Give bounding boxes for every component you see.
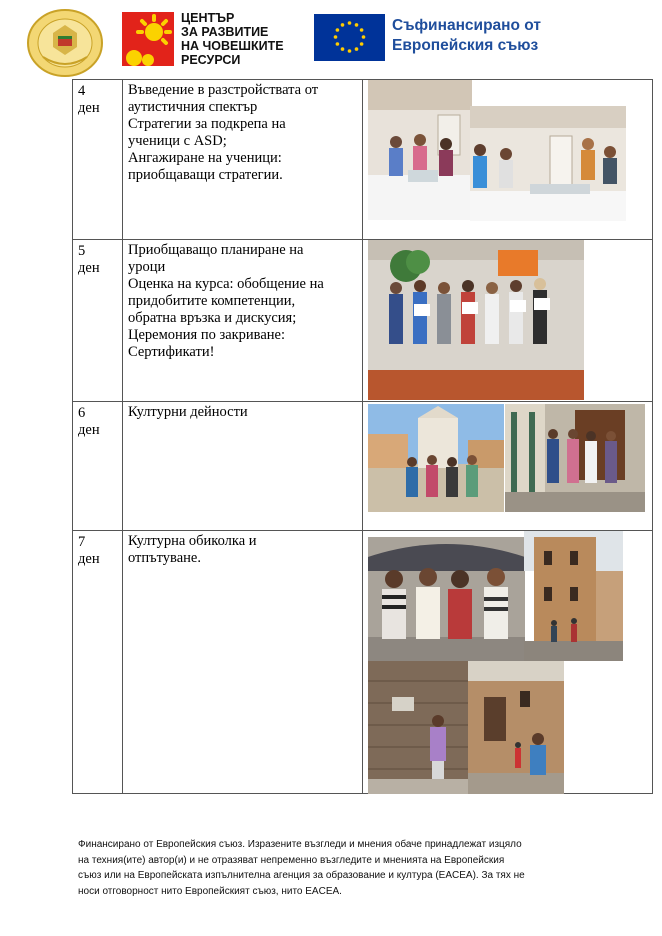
school-seal-logo: [27, 9, 103, 77]
eu-line: Европейския съюз: [392, 37, 539, 54]
day-number: 7: [78, 534, 86, 550]
activity-line: Приобщаващо планиране на: [128, 242, 304, 258]
footer-line: съюз или на Европейската изпълнителна агенция за образование и култура (EACEA). За тях не: [78, 870, 525, 881]
activity-cell: [123, 531, 363, 794]
activity-line: обратна връзка и дискусия;: [128, 310, 297, 326]
program-table: [72, 79, 653, 794]
day-cell: [73, 240, 123, 402]
table-row: [73, 80, 653, 240]
courtyard-photo: [468, 661, 564, 794]
day-word: ден: [78, 422, 100, 438]
photo-cell: [363, 531, 653, 794]
hrd-line: РЕСУРСИ: [181, 53, 241, 67]
activity-line: отпътуване.: [128, 550, 201, 566]
day-word: ден: [78, 100, 100, 116]
hrd-center-logo: [122, 12, 174, 66]
footer-line: носи отговорност нито Европейският съюз, нито EACEA.: [78, 885, 342, 897]
classroom-photo: [368, 80, 472, 220]
activity-line: Стратегии за подкрепа на: [128, 116, 286, 132]
day-cell: [73, 531, 123, 794]
day-cell: [73, 80, 123, 240]
day-word: ден: [78, 260, 100, 276]
activity-line: придобитите компетенции,: [128, 293, 296, 309]
activity-line: Културна обиколка и: [128, 533, 257, 549]
activity-line: ученици с ASD;: [128, 133, 227, 149]
hrd-center-name: [181, 11, 284, 67]
hrd-line: ЗА РАЗВИТИЕ: [181, 25, 269, 39]
activity-line: Сертификати!: [128, 344, 215, 360]
classroom-photo: [470, 106, 626, 221]
day-word: ден: [78, 551, 100, 567]
day-number: 5: [78, 243, 86, 259]
page-header: [0, 0, 662, 80]
activity-line: Културни дейности: [128, 404, 248, 420]
activity-line: уроци: [128, 259, 166, 275]
day-number: 4: [78, 83, 86, 99]
hrd-line: ЦЕНТЪР: [181, 11, 235, 25]
stone-wall-photo: [368, 661, 468, 794]
market-group-photo: [368, 537, 525, 661]
eu-line: Съфинансирано от: [392, 17, 541, 34]
eu-flag-icon: [314, 14, 385, 61]
footer-line: на техния(ите) автор(и) и не отразяват непременно възгледите и мненията на Европейския: [78, 854, 505, 866]
footer-line: Финансирано от Европейския съюз. Изразените възгледи и мнения обаче принадлежат изцяло: [78, 839, 522, 850]
activity-cell: [123, 402, 363, 531]
day-cell: [73, 402, 123, 531]
street-tower-photo: [524, 531, 623, 661]
photo-cell: [363, 240, 653, 402]
cathedral-door-photo: [505, 404, 645, 512]
church-square-photo: [368, 404, 504, 512]
activity-cell: [123, 80, 363, 240]
table-row: [73, 531, 653, 794]
activity-line: приобщаващи стратегии.: [128, 167, 283, 183]
table-row: [73, 402, 653, 531]
photo-cell: [363, 80, 653, 240]
activity-line: Ангажиране на ученици:: [128, 150, 282, 166]
certificate-ceremony-photo: [368, 240, 584, 400]
activity-line: аутистичния спектър: [128, 99, 258, 115]
eu-cofunded-text: [392, 16, 541, 56]
activity-line: Въведение в разстройствата от: [128, 82, 319, 98]
table-row: [73, 240, 653, 402]
hrd-line: НА ЧОВЕШКИТЕ: [181, 39, 284, 53]
day-number: 6: [78, 405, 86, 421]
eu-disclaimer-footer: [78, 837, 598, 899]
activity-line: Оценка на курса: обобщение на: [128, 276, 324, 292]
activity-cell: [123, 240, 363, 402]
photo-cell: [363, 402, 653, 531]
activity-line: Церемония по закриване:: [128, 327, 286, 343]
